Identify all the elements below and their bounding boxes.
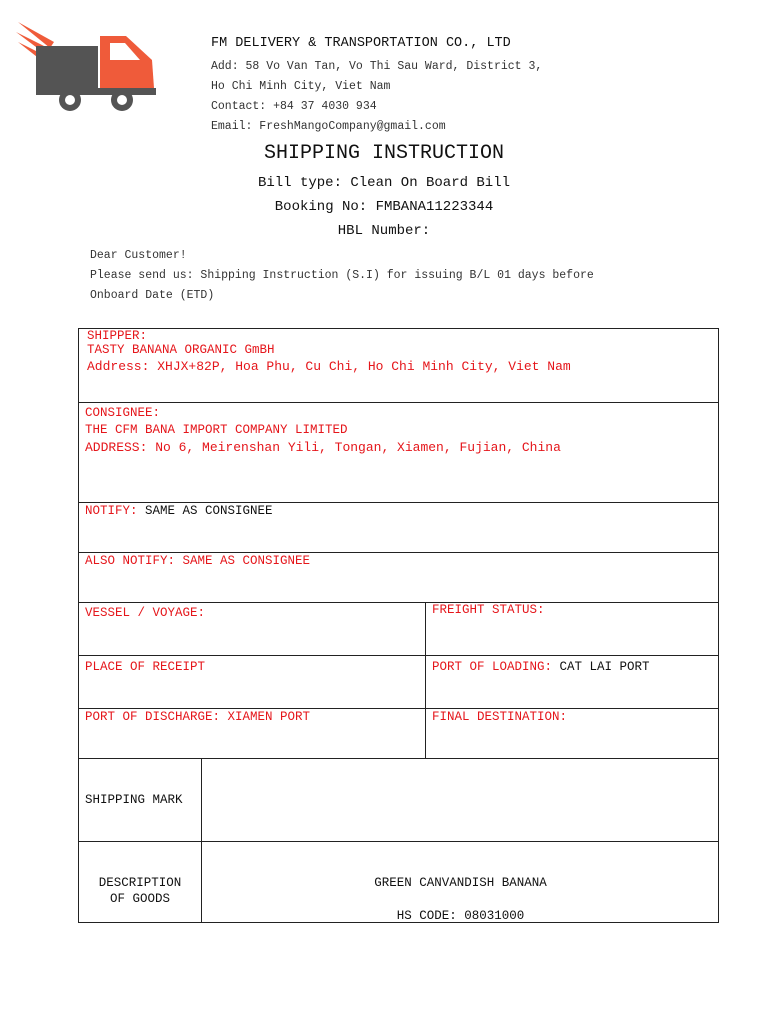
letter-line-2: Onboard Date (ETD)	[90, 289, 215, 302]
notify-value: SAME AS CONSIGNEE	[145, 504, 273, 518]
company-address-2: Ho Chi Minh City, Viet Nam	[211, 80, 391, 93]
company-email: Email: FreshMangoCompany@gmail.com	[211, 120, 446, 133]
truck-logo-icon	[14, 16, 160, 114]
company-contact: Contact: +84 37 4030 934	[211, 100, 377, 113]
shipping-mark-label: SHIPPING MARK	[85, 793, 183, 807]
description-label-1: DESCRIPTION	[98, 876, 182, 890]
hbl-number: HBL Number:	[337, 223, 431, 239]
row-divider	[79, 602, 718, 603]
notify-label: NOTIFY:	[85, 504, 138, 518]
letter-greeting: Dear Customer!	[90, 249, 187, 262]
row-divider	[79, 402, 718, 403]
shipper-cell	[87, 329, 571, 377]
also-notify-label: ALSO NOTIFY: SAME AS CONSIGNEE	[85, 554, 311, 568]
place-of-receipt-label: PLACE OF RECEIPT	[85, 660, 206, 674]
company-name: FM DELIVERY & TRANSPORTATION CO., LTD	[211, 36, 511, 51]
notify-cell	[85, 503, 273, 520]
booking-number: Booking No: FMBANA11223344	[274, 199, 494, 215]
company-header	[211, 36, 542, 137]
row-divider	[79, 841, 718, 842]
document-title: SHIPPING INSTRUCTION	[263, 142, 505, 165]
shipping-form-table	[78, 328, 719, 923]
column-divider	[201, 758, 202, 923]
shipper-label: SHIPPER:	[87, 329, 148, 343]
row-divider	[79, 758, 718, 759]
port-of-loading-label: PORT OF LOADING:	[432, 660, 553, 674]
consignee-address: ADDRESS: No 6, Meirenshan Yili, Tongan, Xiamen, Fujian, China	[85, 440, 561, 455]
port-of-loading-cell	[432, 659, 650, 676]
description-label	[79, 875, 201, 907]
description-label-2: OF GOODS	[109, 892, 170, 906]
letter-text	[90, 246, 594, 306]
company-address-1: Add: 58 Vo Van Tan, Vo Thi Sau Ward, District 3,	[211, 60, 543, 73]
port-of-discharge-label: PORT OF DISCHARGE: XIAMEN PORT	[85, 710, 311, 724]
port-of-loading-value: CAT LAI PORT	[559, 660, 650, 674]
vessel-voyage-label: VESSEL / VOYAGE:	[85, 606, 206, 620]
consignee-label: CONSIGNEE:	[85, 406, 161, 420]
final-destination-label: FINAL DESTINATION:	[432, 710, 568, 724]
hs-code: HS CODE: 08031000	[396, 909, 525, 923]
shipper-name: TASTY BANANA ORGANIC GmBH	[87, 343, 275, 357]
letter-line-1: Please send us: Shipping Instruction (S.I) for issuing B/L 01 days before	[90, 269, 594, 282]
row-divider	[79, 655, 718, 656]
shipper-address: Address: XHJX+82P, Hoa Phu, Cu Chi, Ho Chi Minh City, Viet Nam	[87, 359, 571, 374]
goods-name: GREEN CANVANDISH BANANA	[374, 876, 547, 890]
freight-status-label: FREIGHT STATUS:	[432, 603, 545, 617]
bill-type: Bill type: Clean On Board Bill	[257, 175, 511, 191]
consignee-cell	[85, 405, 561, 456]
consignee-name: THE CFM BANA IMPORT COMPANY LIMITED	[85, 423, 348, 437]
column-divider	[425, 602, 426, 758]
